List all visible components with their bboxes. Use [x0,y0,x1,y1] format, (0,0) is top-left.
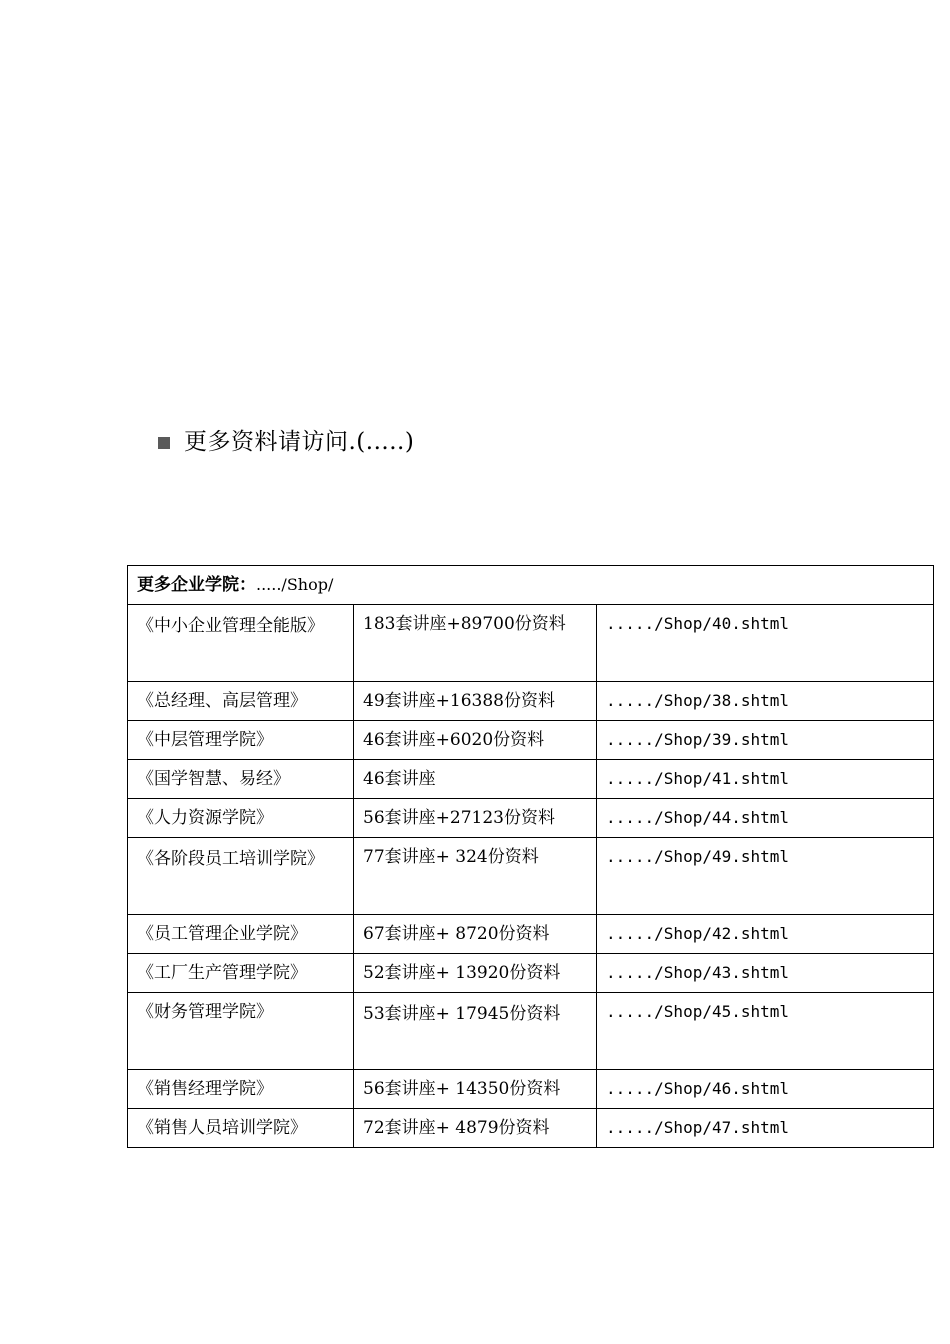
course-url-link[interactable]: ...../Shop/40.shtml [597,605,934,682]
table-row [128,721,934,760]
course-name: 《销售人员培训学院》 [128,1109,354,1148]
course-name: 《人力资源学院》 [128,799,354,838]
square-bullet-icon [158,437,170,449]
course-url-link[interactable]: ...../Shop/49.shtml [597,838,934,915]
course-name: 《中层管理学院》 [128,721,354,760]
table-row [128,760,934,799]
table-row [128,915,934,954]
course-name: 《各阶段员工培训学院》 [128,838,354,915]
table-row [128,954,934,993]
table-row [128,682,934,721]
table-row [128,838,934,915]
course-desc: 46套讲座+6020份资料 [354,721,597,760]
course-name: 《员工管理企业学院》 [128,915,354,954]
course-url-link[interactable]: ...../Shop/43.shtml [597,954,934,993]
course-desc: 56套讲座+ 14350份资料 [354,1070,597,1109]
course-desc: 72套讲座+ 4879份资料 [354,1109,597,1148]
course-desc: 46套讲座 [354,760,597,799]
course-url-link[interactable]: ...../Shop/38.shtml [597,682,934,721]
course-name: 《国学智慧、易经》 [128,760,354,799]
course-name: 《总经理、高层管理》 [128,682,354,721]
header-label: 更多企业学院： [137,575,256,595]
course-url-link[interactable]: ...../Shop/45.shtml [597,993,934,1070]
visit-notice-text: 更多资料请访问.(.....) [184,429,415,455]
header-url-link[interactable]: ...../Shop/ [256,575,334,594]
course-name: 《中小企业管理全能版》 [128,605,354,682]
course-url-link[interactable]: ...../Shop/44.shtml [597,799,934,838]
course-url-link[interactable]: ...../Shop/46.shtml [597,1070,934,1109]
course-desc: 67套讲座+ 8720份资料 [354,915,597,954]
table-row [128,1070,934,1109]
course-url-link[interactable]: ...../Shop/39.shtml [597,721,934,760]
course-desc: 49套讲座+16388份资料 [354,682,597,721]
table-row [128,993,934,1070]
table-row [128,1109,934,1148]
course-desc: 56套讲座+27123份资料 [354,799,597,838]
course-name: 《工厂生产管理学院》 [128,954,354,993]
visit-notice [158,424,414,460]
course-desc: 183套讲座+89700份资料 [354,605,597,682]
table-row [128,605,934,682]
table-header-row [128,566,934,605]
course-name: 《销售经理学院》 [128,1070,354,1109]
course-desc: 53套讲座+ 17945份资料 [354,993,597,1070]
academy-links-table [127,565,934,1148]
course-name: 《财务管理学院》 [128,993,354,1070]
course-url-link[interactable]: ...../Shop/47.shtml [597,1109,934,1148]
course-url-link[interactable]: ...../Shop/42.shtml [597,915,934,954]
course-desc: 52套讲座+ 13920份资料 [354,954,597,993]
table-header-cell [128,566,934,605]
table-row [128,799,934,838]
course-url-link[interactable]: ...../Shop/41.shtml [597,760,934,799]
course-desc: 77套讲座+ 324份资料 [354,838,597,915]
